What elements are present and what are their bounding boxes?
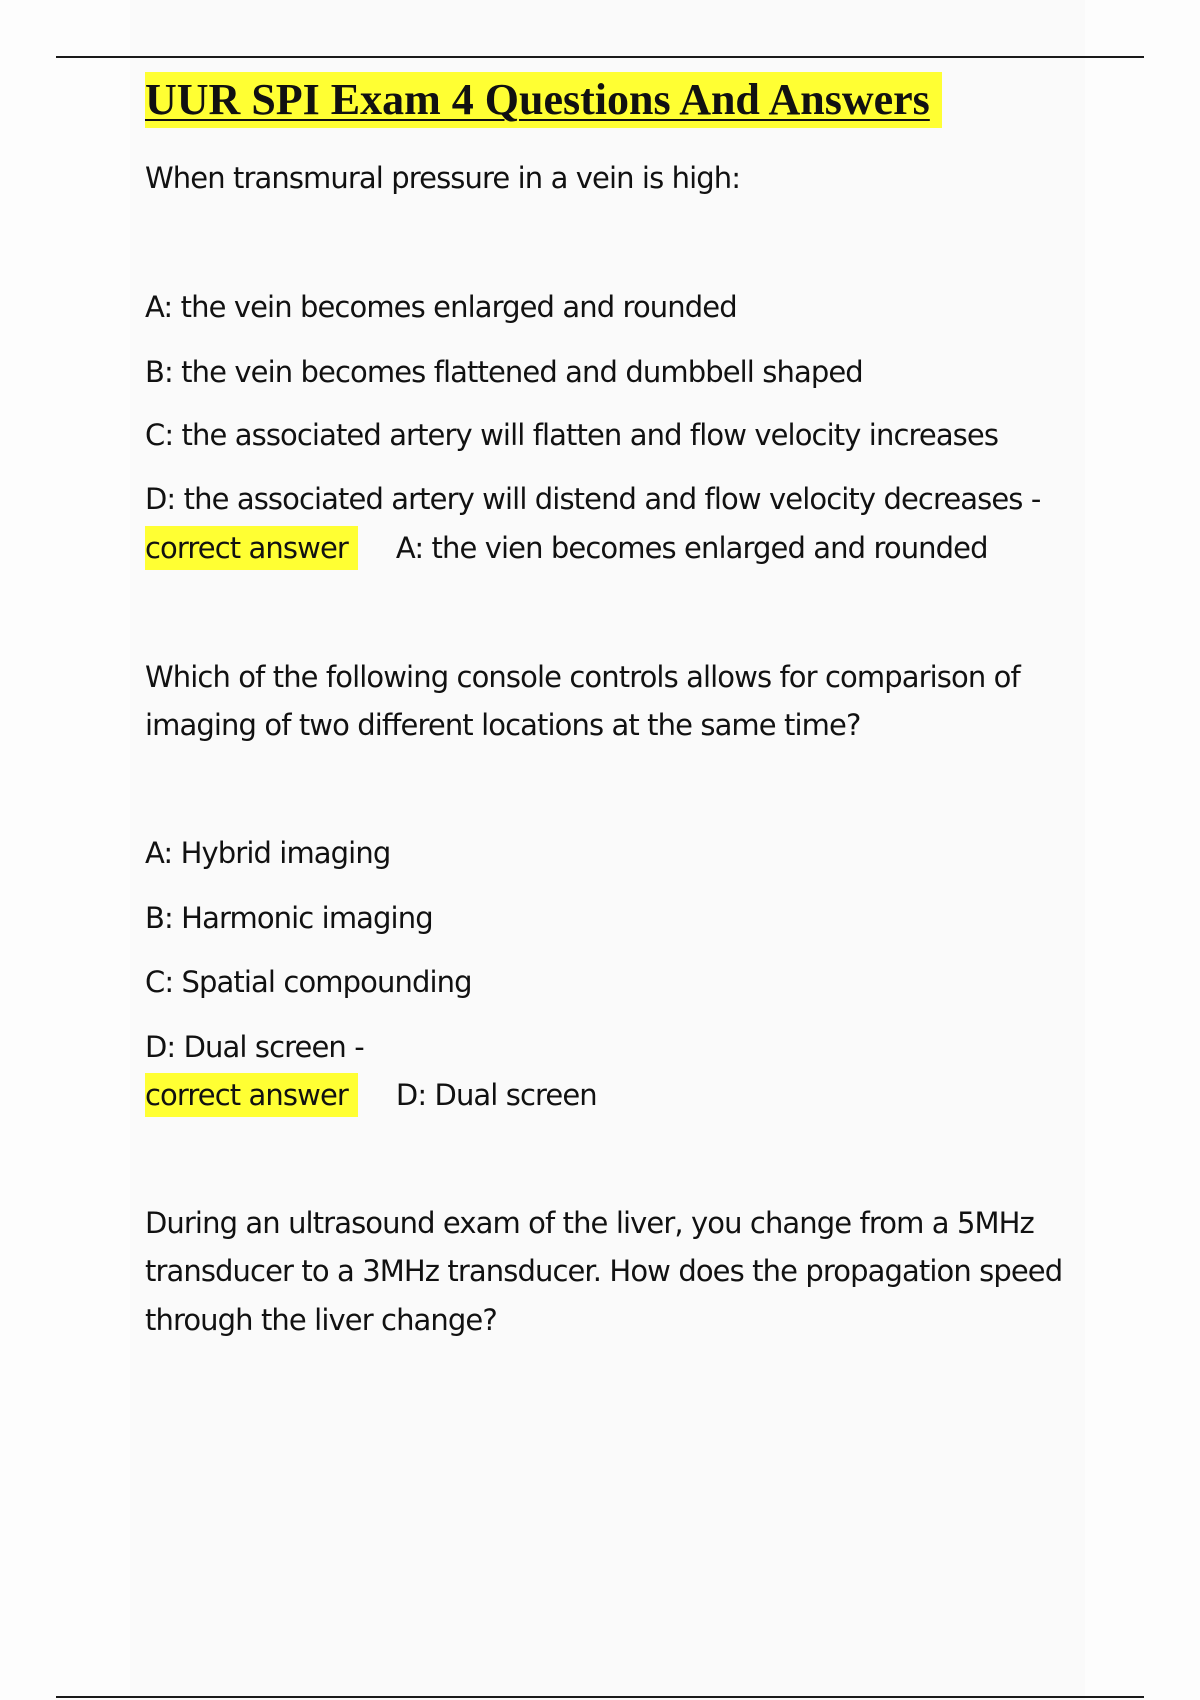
question-2-answer-text: D: Dual screen (395, 1078, 597, 1112)
question-3-prompt-line-3: through the liver change? (145, 1303, 497, 1337)
question-2-prompt-line-1: Which of the following console controls allows for comparison of (145, 660, 1020, 694)
question-1-answer-text: A: the vien becomes enlarged and rounded (395, 531, 988, 565)
correct-answer-highlight: correct answer (145, 526, 358, 570)
question-1-option-b: B: the vein becomes flattened and dumbbell shaped (145, 355, 863, 389)
question-1-prompt: When transmural pressure in a vein is high: (145, 161, 741, 195)
question-3-prompt-line-1: During an ultrasound exam of the liver, you change from a 5MHz (145, 1206, 1034, 1240)
document-title: UUR SPI Exam 4 Questions And Answers (145, 72, 942, 128)
question-1-option-d: D: the associated artery will distend and flow velocity decreases - (145, 482, 1041, 516)
question-2-option-a: A: Hybrid imaging (145, 836, 391, 870)
question-3-prompt-line-2: transducer to a 3MHz transducer. How does the propagation speed (145, 1254, 1063, 1288)
question-2-option-b: B: Harmonic imaging (145, 901, 433, 935)
top-rule (56, 56, 1144, 58)
question-2-option-d: D: Dual screen - (145, 1030, 364, 1064)
question-2-prompt-line-2: imaging of two different locations at the same time? (145, 708, 861, 742)
question-1-option-c: C: the associated artery will flatten and flow velocity increases (145, 418, 999, 452)
question-2-answer (145, 1073, 597, 1117)
correct-answer-highlight: correct answer (145, 1073, 358, 1117)
question-2-option-c: C: Spatial compounding (145, 965, 472, 999)
bottom-rule (56, 1696, 1144, 1698)
question-1-option-a: A: the vein becomes enlarged and rounded (145, 290, 737, 324)
question-1-answer (145, 526, 988, 570)
